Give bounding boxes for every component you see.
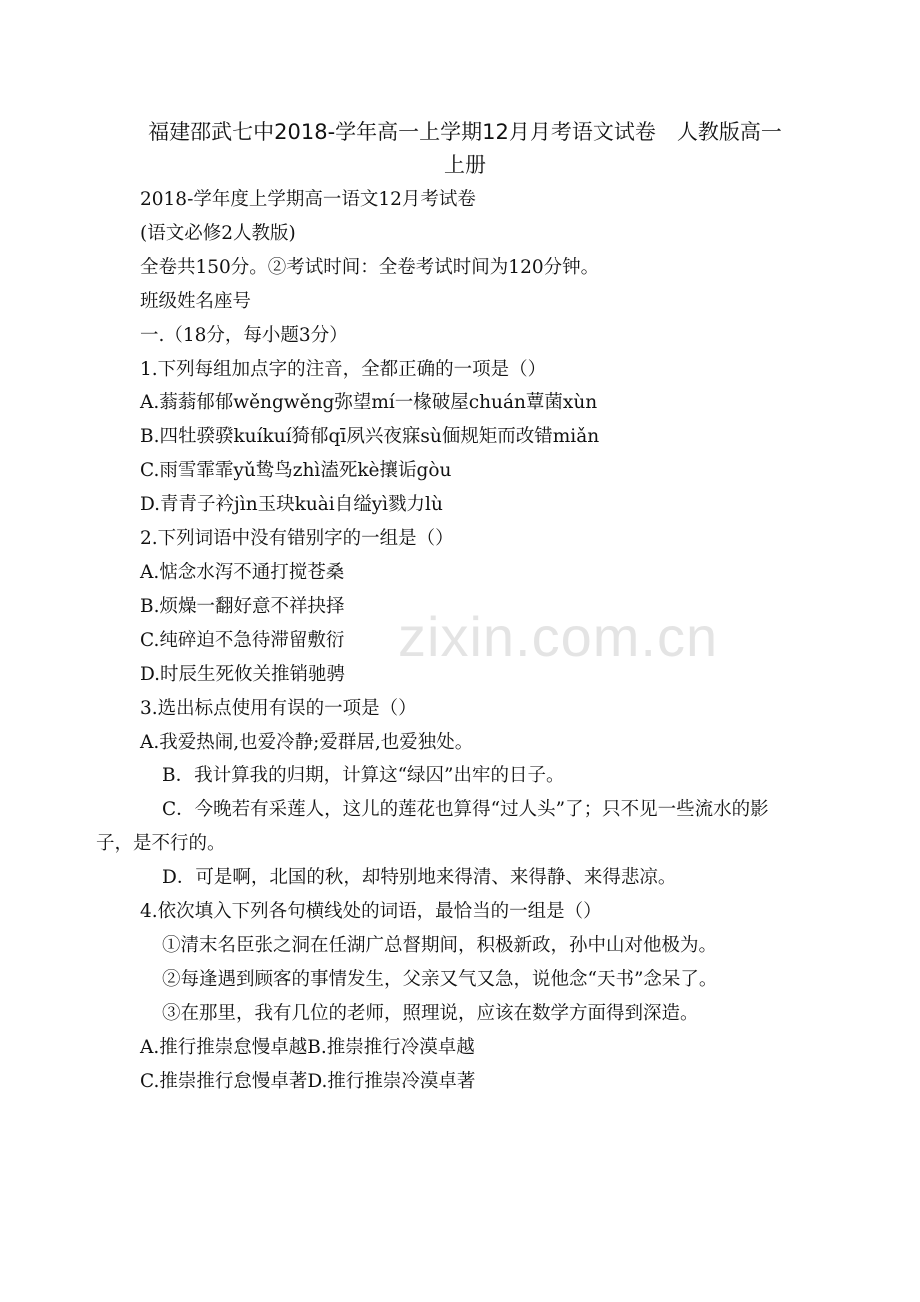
question-1: 1.下列每组加点字的注音，全都正确的一项是（） <box>140 358 547 380</box>
question-4: 4.依次填入下列各句横线处的词语，最恰当的一组是（） <box>140 901 602 923</box>
question-3: 3.选出标点使用有误的一项是（） <box>140 697 417 719</box>
question-3-option-b: B．我计算我的归期，计算这“绿囚”出牢的日子。 <box>162 765 565 787</box>
question-4-sentence-2: ②每逢遇到顾客的事情发生，父亲又气又急，说他念“天书”念呆了。 <box>162 968 718 990</box>
question-2-option-c: C.纯碎迫不急待滞留敷衍 <box>140 629 345 651</box>
section-heading: 一.（18分，每小题3分） <box>140 324 348 346</box>
exam-heading: 2018-学年度上学期高一语文12月考试卷 <box>140 189 476 210</box>
question-1-option-d: D.青青子衿jìn玉玦kuài自缢yì戮力lù <box>140 494 443 516</box>
question-1-option-c: C.雨雪霏霏yǔ鸷鸟zhì溘死kè攘诟gòu <box>140 460 452 482</box>
question-4-options-ab: A.推行推崇怠慢卓越B.推崇推行冷漠卓越 <box>140 1036 475 1058</box>
site-watermark: zixin.com.cn <box>398 605 719 668</box>
exam-body <box>96 183 780 1098</box>
question-1-option-a: A.蓊蓊郁郁wěngwěng弥望mí一椽破屋chuán蕈菌xùn <box>140 392 598 414</box>
question-2-option-d: D.时辰生死攸关推销驰骋 <box>140 663 346 685</box>
question-3-option-d: D．可是啊，北国的秋，却特别地来得清、来得静、来得悲凉。 <box>162 867 677 889</box>
question-4-sentence-3: ③在那里，我有几位的老师，照理说，应该在数学方面得到深造。 <box>162 1002 699 1024</box>
question-3-option-a: A.我爱热闹,也爱冷静;爱群居,也爱独处。 <box>140 731 474 753</box>
question-2-option-b: B.烦燥一翻好意不祥抉择 <box>140 595 345 617</box>
exam-info: 全卷共150分。②考试时间：全卷考试时间为120分钟。 <box>140 256 600 278</box>
question-1-option-b: B.四牡骙骙kuíkuí猗郁qī夙兴夜寐sù偭规矩而改错miǎn <box>140 426 600 448</box>
question-4-options-cd: C.推崇推行怠慢卓著D.推行推崇冷漠卓著 <box>140 1070 476 1092</box>
student-info: 班级姓名座号 <box>140 290 252 312</box>
exam-subheading: (语文必修2人教版) <box>140 222 296 244</box>
question-2: 2.下列词语中没有错别字的一组是（） <box>140 528 454 550</box>
question-3-option-c: C．今晚若有采莲人，这儿的莲花也算得“过人头”了；只不见一些流水的影子，是不行的。 <box>96 799 769 855</box>
question-4-sentence-1: ①清末名臣张之洞在任湖广总督期间，积极新政，孙中山对他极为。 <box>162 934 718 956</box>
document-title: 福建邵武七中2018-学年高一上学期12月月考语文试卷 人教版高一上册 <box>148 120 782 177</box>
question-2-option-a: A.惦念水泻不通打搅苍桑 <box>140 561 345 583</box>
